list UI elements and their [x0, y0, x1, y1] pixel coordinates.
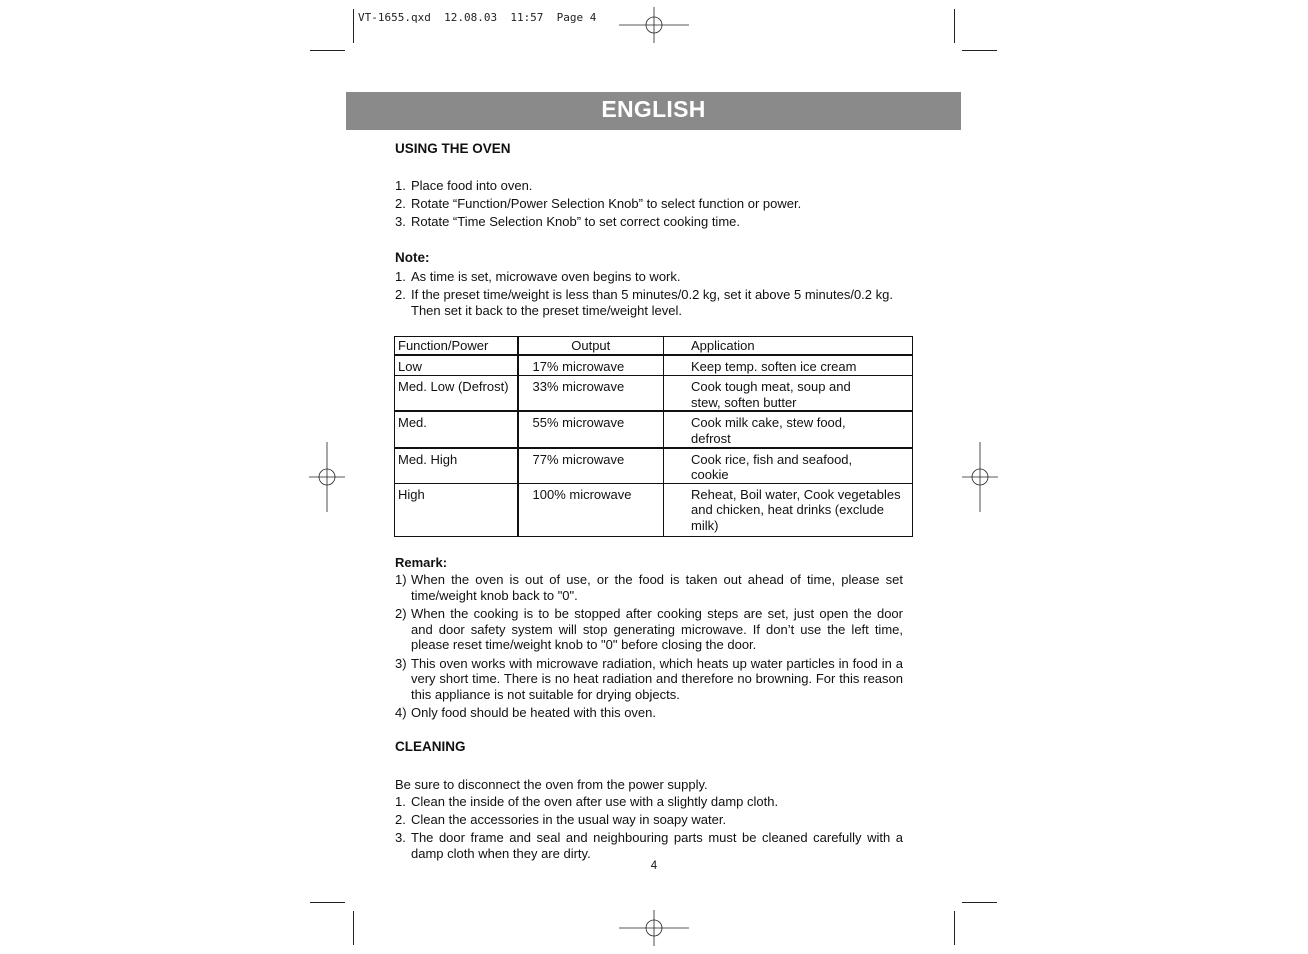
crop-mark [954, 9, 955, 43]
table-cell: Cook rice, fish and seafood, cookie [664, 448, 913, 484]
list-item: 2. If the preset time/weight is less than 5 minutes/0.2 kg, set it above 5 minutes/0.2 kg. Then set it back to the preset time/weight level. [395, 287, 893, 318]
language-header-bar [346, 92, 961, 130]
section-title-using: USING THE OVEN [395, 141, 511, 156]
table-cell: Cook tough meat, soup and stew, soften butter [664, 376, 913, 412]
table-cell: Reheat, Boil water, Cook vegetables and chicken, heat drinks (exclude milk) [691, 486, 901, 533]
list-item: 2. Rotate “Function/Power Selection Knob” to select function or power. [395, 196, 802, 211]
crop-mark [954, 911, 955, 945]
table-cell: Med. Low (Defrost) [395, 376, 518, 412]
table-cell: High [395, 483, 518, 536]
crop-mark [353, 911, 354, 945]
list-item: 3. Rotate “Time Selection Knob” to set correct cooking time. [395, 214, 740, 229]
crop-mark [962, 902, 997, 903]
list-item: 1. Place food into oven. [395, 178, 533, 193]
file-slug: VT-1655.qxd 12.08.03 11:57 Page 4 [358, 11, 597, 24]
remark-title: Remark: [395, 555, 448, 570]
column-header: Function/Power [395, 337, 518, 355]
list-item: 2. Clean the accessories in the usual way in soapy water. [395, 812, 727, 827]
column-header: Output [518, 337, 664, 355]
using-steps-list [395, 178, 905, 230]
table-cell: Low [395, 355, 518, 376]
table-cell: 55% microwave [518, 411, 664, 447]
table-row [395, 376, 913, 412]
remark-list [395, 572, 903, 721]
cleaning-intro: Be sure to disconnect the oven from the power supply. [395, 777, 708, 792]
table-cell: Med. High [395, 448, 518, 484]
table-row [395, 355, 913, 376]
table-cell: Keep temp. soften ice cream [664, 355, 913, 376]
note-list [395, 269, 905, 318]
list-item: 1. Clean the inside of the oven after use with a slightly damp cloth. [395, 794, 779, 809]
table-cell: 17% microwave [518, 355, 664, 376]
crop-mark [962, 50, 997, 51]
crop-mark [310, 902, 345, 903]
cleaning-list [395, 794, 903, 861]
registration-mark-icon [619, 910, 689, 946]
table-header-row [395, 337, 913, 355]
table-row [395, 411, 913, 447]
list-item: 4) Only food should be heated with this oven. [395, 705, 656, 720]
list-item: 1. As time is set, microwave oven begins to work. [395, 269, 681, 284]
language-title: ENGLISH [601, 96, 706, 122]
list-item: 3. The door frame and seal and neighbouring parts must be cleaned carefully with a damp cloth when they are dirty. [395, 830, 903, 861]
table-cell: 100% microwave [518, 483, 664, 536]
power-level-table [394, 336, 913, 537]
table-row [395, 483, 913, 536]
section-title-cleaning: CLEANING [395, 739, 466, 754]
table-row [395, 448, 913, 484]
table-cell: 77% microwave [518, 448, 664, 484]
column-header: Application [664, 337, 913, 355]
table-cell: Med. [395, 411, 518, 447]
registration-mark-icon [619, 7, 689, 43]
page-number: 4 [650, 860, 658, 872]
crop-mark [353, 9, 354, 43]
note-title: Note: [395, 250, 430, 265]
registration-mark-icon [309, 442, 345, 512]
table-cell: Cook milk cake, stew food, defrost [664, 411, 913, 447]
crop-mark [310, 50, 345, 51]
list-item: 3) This oven works with microwave radiation, which heats up water particles in food in a very short time. There is no heat radiation and therefore no browning. For this reason this appliance is not suitable for drying objects. [395, 655, 903, 702]
list-item: 1) When the oven is out of use, or the food is taken out ahead of time, please set time/weight knob back to "0". [395, 572, 903, 603]
list-item: 2) When the cooking is to be stopped after cooking steps are set, just open the door and door safety system will stop generating microwave. If don’t use the left time, please reset time/weight knob to "0" before closing the door. [395, 606, 903, 652]
registration-mark-icon [962, 442, 998, 512]
table-cell: 33% microwave [518, 376, 664, 412]
